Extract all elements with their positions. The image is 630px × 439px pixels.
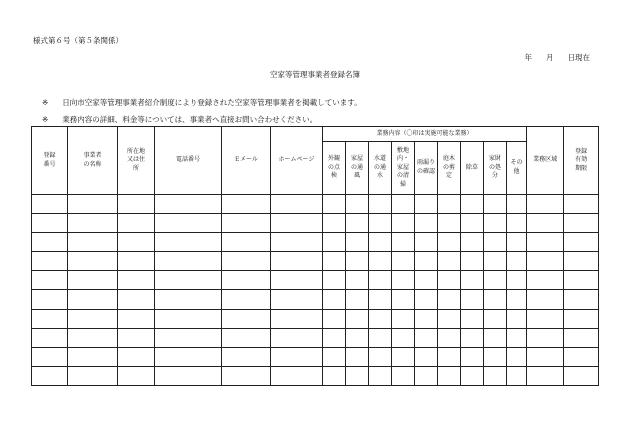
- table-cell: [118, 195, 155, 214]
- table-cell: [438, 366, 461, 385]
- table-cell: [461, 233, 484, 252]
- table-cell: [346, 214, 369, 233]
- table-cell: [527, 347, 564, 366]
- table-cell: [507, 252, 527, 271]
- table-cell: [484, 252, 507, 271]
- col-header-reg-no: 登録番号: [32, 127, 68, 195]
- table-cell: [392, 233, 415, 252]
- table-cell: [484, 271, 507, 290]
- note-2: [42, 114, 317, 125]
- table-cell: [222, 252, 271, 271]
- table-cell: [271, 290, 323, 309]
- table-row: [32, 290, 599, 309]
- table-cell: [461, 347, 484, 366]
- table-cell: [32, 271, 68, 290]
- table-cell: [118, 309, 155, 328]
- table-cell: [68, 366, 118, 385]
- table-cell: [118, 366, 155, 385]
- table-cell: [32, 328, 68, 347]
- table-cell: [484, 195, 507, 214]
- year-label: 年: [524, 53, 532, 62]
- table-cell: [507, 290, 527, 309]
- col-header-service: 除草: [461, 142, 484, 195]
- table-row: [32, 271, 599, 290]
- table-cell: [32, 366, 68, 385]
- table-cell: [392, 271, 415, 290]
- table-cell: [527, 233, 564, 252]
- table-cell: [507, 347, 527, 366]
- col-header-email: Ｅメール: [222, 127, 271, 195]
- table-cell: [369, 366, 392, 385]
- table-cell: [271, 347, 323, 366]
- note-1: [42, 97, 362, 108]
- table-cell: [155, 290, 222, 309]
- table-cell: [484, 366, 507, 385]
- table-cell: [68, 195, 118, 214]
- table-cell: [461, 195, 484, 214]
- table-row: [32, 309, 599, 328]
- table-cell: [438, 195, 461, 214]
- table-cell: [68, 252, 118, 271]
- table-cell: [155, 214, 222, 233]
- table-cell: [346, 252, 369, 271]
- table-cell: [155, 347, 222, 366]
- table-cell: [564, 366, 599, 385]
- table-cell: [155, 328, 222, 347]
- table-cell: [564, 214, 599, 233]
- table-cell: [438, 271, 461, 290]
- table-row: [32, 252, 599, 271]
- table-cell: [438, 233, 461, 252]
- registry-table: [31, 126, 599, 386]
- table-cell: [271, 309, 323, 328]
- table-cell: [369, 271, 392, 290]
- note-mark: ※: [42, 98, 49, 107]
- table-cell: [118, 290, 155, 309]
- table-cell: [323, 195, 346, 214]
- table-row: [32, 233, 599, 252]
- table-cell: [415, 328, 438, 347]
- table-cell: [155, 271, 222, 290]
- table-cell: [222, 290, 271, 309]
- table-cell: [222, 233, 271, 252]
- table-cell: [484, 214, 507, 233]
- table-cell: [271, 233, 323, 252]
- table-cell: [222, 347, 271, 366]
- table-cell: [527, 271, 564, 290]
- table-cell: [32, 233, 68, 252]
- table-cell: [392, 309, 415, 328]
- note-mark: ※: [42, 115, 49, 124]
- table-cell: [507, 309, 527, 328]
- table-cell: [392, 347, 415, 366]
- table-row: [32, 195, 599, 214]
- table-cell: [346, 195, 369, 214]
- table-cell: [68, 347, 118, 366]
- table-row: [32, 347, 599, 366]
- table-cell: [369, 233, 392, 252]
- table-cell: [527, 309, 564, 328]
- table-cell: [323, 366, 346, 385]
- table-cell: [346, 271, 369, 290]
- table-cell: [118, 347, 155, 366]
- table-cell: [222, 366, 271, 385]
- table-cell: [564, 347, 599, 366]
- table-cell: [346, 290, 369, 309]
- table-cell: [369, 290, 392, 309]
- table-cell: [369, 214, 392, 233]
- table-cell: [484, 347, 507, 366]
- table-cell: [222, 195, 271, 214]
- table-cell: [271, 214, 323, 233]
- table-cell: [271, 328, 323, 347]
- month-label: 月: [546, 53, 554, 62]
- table-cell: [222, 214, 271, 233]
- table-cell: [271, 271, 323, 290]
- table-cell: [415, 233, 438, 252]
- table-cell: [415, 252, 438, 271]
- table-cell: [415, 214, 438, 233]
- col-header-area: 業務区域: [527, 127, 564, 195]
- col-header-address: 所在地又は住所: [118, 127, 155, 195]
- table-cell: [415, 195, 438, 214]
- table-cell: [484, 328, 507, 347]
- table-cell: [32, 347, 68, 366]
- note-text: 日向市空家等管理事業者紹介制度により登録された空家等管理事業者を掲載しています。: [62, 98, 362, 107]
- table-cell: [461, 252, 484, 271]
- table-cell: [118, 233, 155, 252]
- table-cell: [32, 290, 68, 309]
- table-cell: [155, 309, 222, 328]
- table-cell: [507, 195, 527, 214]
- table-cell: [323, 252, 346, 271]
- table-cell: [369, 309, 392, 328]
- table-cell: [222, 328, 271, 347]
- table-cell: [271, 195, 323, 214]
- table-cell: [415, 290, 438, 309]
- table-cell: [527, 252, 564, 271]
- table-cell: [346, 328, 369, 347]
- table-cell: [323, 290, 346, 309]
- table-cell: [392, 366, 415, 385]
- table-cell: [564, 271, 599, 290]
- table-cell: [415, 366, 438, 385]
- table-cell: [346, 233, 369, 252]
- table-cell: [527, 290, 564, 309]
- table-cell: [68, 309, 118, 328]
- table-cell: [323, 271, 346, 290]
- col-header-service: 家財の処分: [484, 142, 507, 195]
- form-number: 様式第６号（第５条関係）: [33, 36, 123, 45]
- table-cell: [484, 309, 507, 328]
- table-cell: [222, 309, 271, 328]
- table-cell: [564, 328, 599, 347]
- table-cell: [118, 214, 155, 233]
- table-cell: [155, 252, 222, 271]
- table-cell: [461, 309, 484, 328]
- table-cell: [484, 290, 507, 309]
- table-cell: [507, 214, 527, 233]
- table-cell: [369, 195, 392, 214]
- note-text: 業務内容の詳細、料金等については、事業者へ直接お問い合わせください。: [62, 115, 318, 124]
- registry-table-body: [32, 195, 599, 386]
- table-cell: [271, 252, 323, 271]
- col-header-service: 雨漏りの確認: [415, 142, 438, 195]
- table-cell: [32, 252, 68, 271]
- table-cell: [461, 271, 484, 290]
- table-cell: [118, 252, 155, 271]
- table-cell: [564, 252, 599, 271]
- table-cell: [461, 328, 484, 347]
- table-cell: [507, 328, 527, 347]
- table-cell: [527, 366, 564, 385]
- table-cell: [438, 347, 461, 366]
- table-cell: [346, 366, 369, 385]
- table-cell: [392, 328, 415, 347]
- table-cell: [507, 271, 527, 290]
- table-cell: [484, 233, 507, 252]
- table-cell: [507, 366, 527, 385]
- table-cell: [564, 290, 599, 309]
- table-cell: [118, 271, 155, 290]
- table-cell: [438, 290, 461, 309]
- table-cell: [438, 328, 461, 347]
- col-header-service: 庭木の剪定: [438, 142, 461, 195]
- table-cell: [415, 309, 438, 328]
- table-cell: [118, 328, 155, 347]
- table-cell: [461, 366, 484, 385]
- table-cell: [461, 214, 484, 233]
- col-header-services-group: 業務内容（〇印は実施可能な業務）: [323, 127, 527, 142]
- table-cell: [32, 195, 68, 214]
- table-cell: [392, 195, 415, 214]
- table-cell: [527, 195, 564, 214]
- table-cell: [323, 233, 346, 252]
- table-cell: [346, 309, 369, 328]
- table-cell: [564, 233, 599, 252]
- col-header-service: 敷地内・家屋の清掃: [392, 142, 415, 195]
- table-row: [32, 328, 599, 347]
- table-cell: [68, 271, 118, 290]
- table-cell: [461, 290, 484, 309]
- table-cell: [323, 328, 346, 347]
- table-cell: [527, 214, 564, 233]
- col-header-valid: 登録有効期限: [564, 127, 599, 195]
- table-cell: [68, 233, 118, 252]
- table-cell: [155, 233, 222, 252]
- table-row: [32, 366, 599, 385]
- table-cell: [369, 328, 392, 347]
- table-cell: [323, 347, 346, 366]
- table-cell: [507, 233, 527, 252]
- date-line: [525, 52, 591, 63]
- table-cell: [155, 195, 222, 214]
- table-row: [32, 214, 599, 233]
- table-cell: [222, 271, 271, 290]
- table-cell: [438, 252, 461, 271]
- table-cell: [68, 290, 118, 309]
- table-cell: [415, 271, 438, 290]
- table-cell: [369, 347, 392, 366]
- table-cell: [392, 252, 415, 271]
- table-cell: [438, 214, 461, 233]
- table-cell: [415, 347, 438, 366]
- page-title: 空家等管理事業者登録名簿: [270, 70, 360, 79]
- as-of-label: 日現在: [567, 53, 590, 62]
- table-cell: [271, 366, 323, 385]
- col-header-service: 家屋の通風: [346, 142, 369, 195]
- col-header-service: 外観の点検: [323, 142, 346, 195]
- table-cell: [369, 252, 392, 271]
- col-header-homepage: ホームページ: [271, 127, 323, 195]
- table-cell: [564, 309, 599, 328]
- col-header-name: 事業者の名称: [68, 127, 118, 195]
- table-cell: [438, 309, 461, 328]
- table-cell: [32, 214, 68, 233]
- col-header-phone: 電話番号: [155, 127, 222, 195]
- col-header-service: 水道の通水: [369, 142, 392, 195]
- table-cell: [68, 328, 118, 347]
- table-cell: [564, 195, 599, 214]
- table-cell: [323, 214, 346, 233]
- table-cell: [323, 309, 346, 328]
- table-cell: [155, 366, 222, 385]
- table-cell: [68, 214, 118, 233]
- table-cell: [392, 290, 415, 309]
- table-cell: [392, 214, 415, 233]
- table-cell: [32, 309, 68, 328]
- col-header-service: その他: [507, 142, 527, 195]
- table-cell: [346, 347, 369, 366]
- table-cell: [527, 328, 564, 347]
